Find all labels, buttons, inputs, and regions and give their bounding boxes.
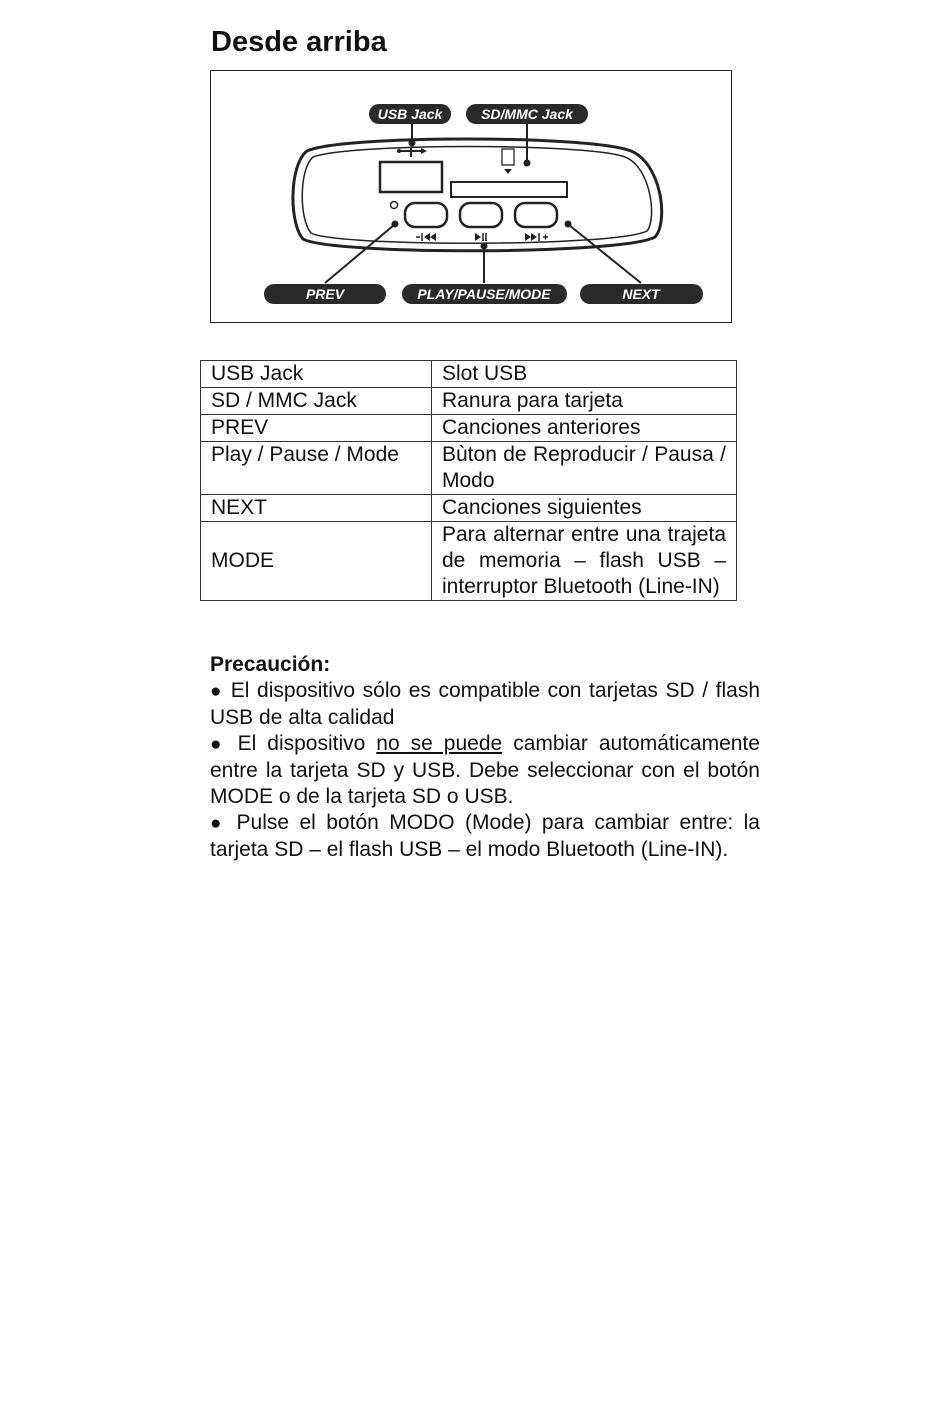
caution-item [210, 810, 760, 863]
caution-underlined-text: no se puede [376, 732, 503, 755]
usb-jack-label: USB Jack [377, 106, 443, 122]
table-row [201, 361, 737, 388]
next-label: NEXT [622, 286, 660, 302]
table-row [201, 415, 737, 442]
table-cell-value: Canciones anteriores [432, 415, 737, 442]
caution-item-text: Pulse el botón MODO (Mode) para cambiar entre: la tarjeta SD – el flash USB – el modo Bluetooth (Line-IN). [210, 811, 760, 861]
next-track-icon [525, 233, 548, 241]
sd-card-slot [451, 182, 567, 197]
caution-section [210, 652, 760, 863]
bullet-icon: ● [210, 813, 227, 834]
table-cell-value: Canciones siguientes [432, 495, 737, 522]
table-cell-key: SD / MMC Jack [201, 388, 432, 415]
prev-callout [264, 284, 386, 304]
caution-title: Precaución: [210, 653, 331, 676]
table-cell-value: Bùton de Reproducir / Pausa / Modo [432, 442, 737, 495]
caution-item [210, 678, 760, 731]
table-cell-value: Slot USB [432, 361, 737, 388]
next-callout [580, 284, 703, 304]
table-cell-key: MODE [201, 522, 432, 601]
table-cell-key: PREV [201, 415, 432, 442]
play-label: PLAY/PAUSE/MODE [417, 286, 551, 302]
sd-card-icon [502, 149, 514, 174]
next-button [515, 203, 557, 227]
page-title: Desde arriba [211, 26, 387, 58]
status-led [391, 202, 398, 209]
prev-button [405, 203, 447, 227]
table-row [201, 388, 737, 415]
table-row [201, 442, 737, 495]
table-cell-key: NEXT [201, 495, 432, 522]
play-pause-icon [475, 233, 486, 241]
usb-port [380, 162, 442, 192]
caution-item-text: El dispositivo [237, 732, 366, 755]
table-cell-key: USB Jack [201, 361, 432, 388]
table-cell-value: Para alternar entre una trajeta de memoria – flash USB – interruptor Bluetooth (Line-IN) [432, 522, 737, 601]
prev-label: PREV [305, 286, 345, 302]
caution-item-text: El dispositivo sólo es compatible con tarjetas SD / flash USB de alta calidad [210, 679, 760, 729]
prev-track-icon [416, 233, 436, 241]
table-cell-value: Ranura para tarjeta [432, 388, 737, 415]
controls-table [200, 360, 737, 601]
bullet-icon: ● [210, 681, 224, 702]
play-callout [402, 284, 567, 304]
sd-jack-callout [466, 104, 588, 124]
table-cell-key: Play / Pause / Mode [201, 442, 432, 495]
play-button [460, 203, 502, 227]
caution-item-text: cambiar automáticamente entre la tarjeta SD y USB. Debe seleccionar con el botón MODE o de la tarjeta SD o USB. [210, 732, 760, 808]
table-row [201, 495, 737, 522]
usb-jack-callout [369, 104, 451, 124]
table-row [201, 522, 737, 601]
device-top-view-diagram [210, 70, 732, 323]
bullet-icon: ● [210, 734, 227, 755]
usb-symbol-icon [397, 147, 427, 157]
sd-jack-label: SD/MMC Jack [481, 106, 573, 122]
caution-item [210, 731, 760, 810]
